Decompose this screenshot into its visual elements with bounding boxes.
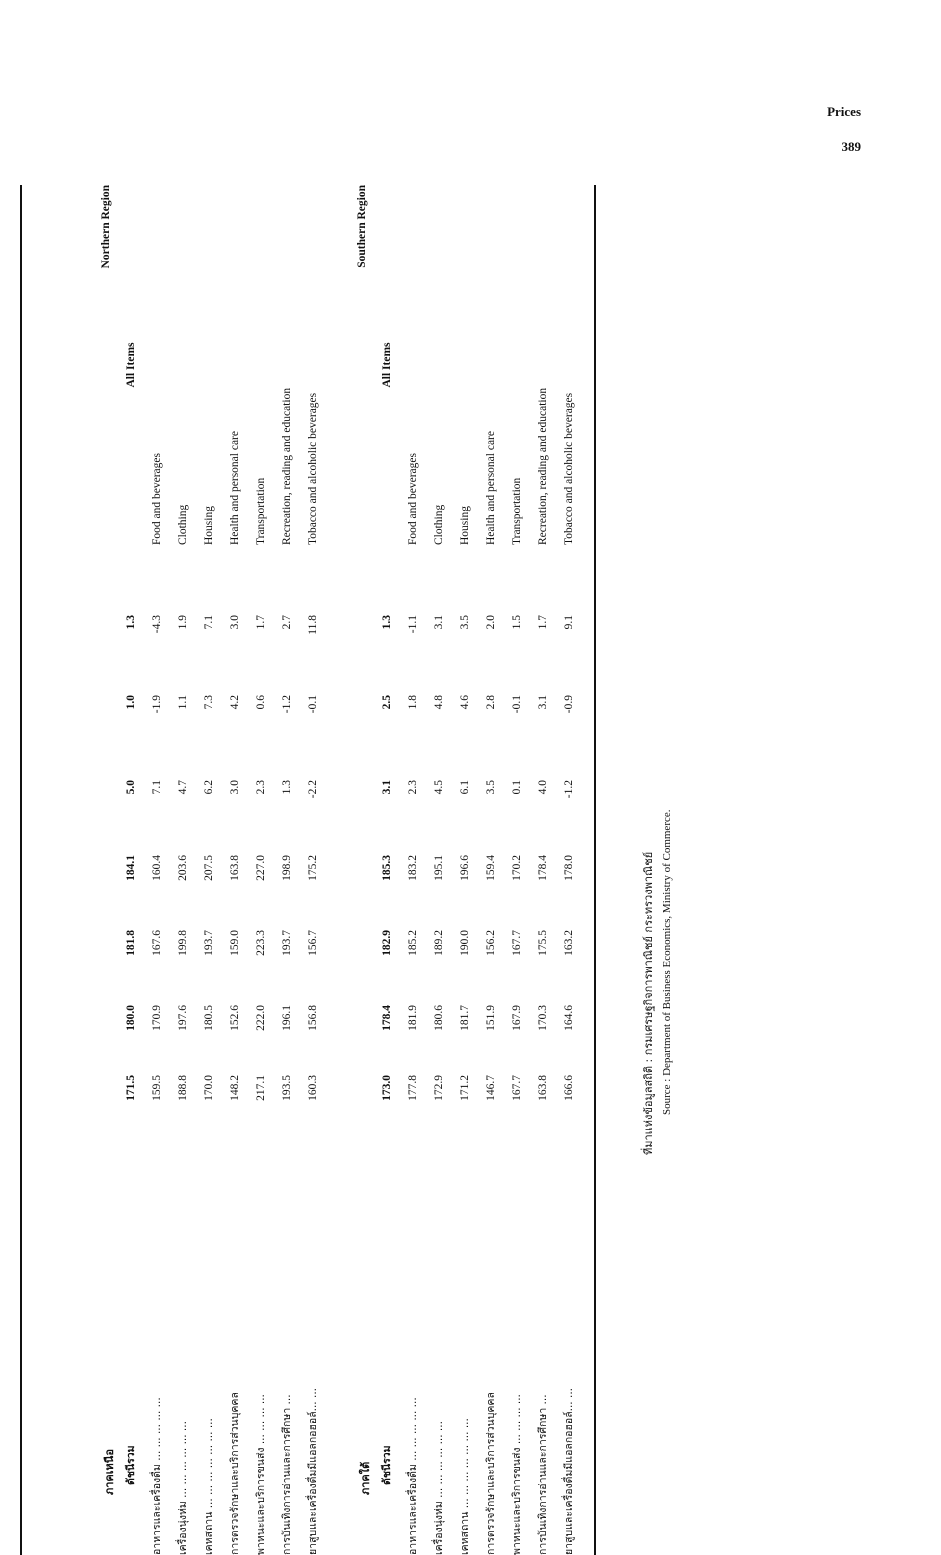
northern-region-thai: ภาคเหนือ [103,1449,116,1495]
row-value: 156.7 [307,930,319,956]
row-value: 160.4 [151,855,163,881]
row-label-eng: All Items [125,342,137,388]
row-value: 2.3 [407,780,419,795]
row-value: 180.6 [433,1005,445,1031]
row-value: 156.2 [485,930,497,956]
row-value: 193.7 [203,930,215,956]
row-value: 222.0 [255,1005,267,1031]
table-row [376,185,398,1555]
row-label-thai: เครื่องนุ่งห่ม ... ... ... ... ... ... [177,1421,189,1555]
row-label-thai: ยาสูบและเครื่องดื่มมีแอลกอฮอล์... ... [563,1388,575,1555]
row-label-thai: การตรวจรักษาและบริการส่วนบุคคล [485,1392,497,1555]
row-value: 184.1 [125,855,137,881]
row-value: 4.7 [177,780,189,795]
row-value: 198.9 [281,855,293,881]
row-value: 11.8 [307,615,319,635]
northern-region-eng: Northern Region [100,185,112,269]
row-value: 163.8 [537,1075,549,1101]
row-value: 159.0 [229,930,241,956]
southern-region-thai: ภาคใต้ [359,1461,372,1495]
row-value: 175.5 [537,930,549,956]
table-row [146,185,168,1555]
row-value: 1.3 [381,615,393,630]
row-value: 167.9 [511,1005,523,1031]
row-value: 173.0 [381,1075,393,1101]
row-value: 171.5 [125,1075,137,1101]
table-row [428,185,450,1555]
row-value: 167.7 [511,1075,523,1101]
row-value: 4.8 [433,695,445,710]
row-value: 4.0 [537,780,549,795]
row-value: 3.0 [229,615,241,630]
row-value: 4.2 [229,695,241,710]
row-value: 195.1 [433,855,445,881]
row-value: 7.1 [151,780,163,795]
row-label-thai: ยาสูบและเครื่องดื่มมีแอลกอฮอล์... ... [307,1388,319,1555]
row-label-thai: เคหสถาน ... ... ... ... ... ... ... [459,1418,471,1555]
row-value: 207.5 [203,855,215,881]
row-label-eng: Recreation, reading and education [281,387,293,545]
row-label-thai: การบันเทิงการอ่านและการศึกษา ... [537,1394,549,1555]
rotated-table [20,185,720,1555]
row-value: 193.7 [281,930,293,956]
southern-region-eng: Southern Region [356,185,368,268]
row-value: -0.9 [563,695,575,714]
row-value: 175.2 [307,855,319,881]
row-label-eng: Health and personal care [485,431,497,545]
row-value: 1.9 [177,615,189,630]
table-row [224,185,246,1555]
row-label-eng: Food and beverages [151,453,163,545]
table-row [250,185,272,1555]
table-row [120,185,142,1555]
row-value: 167.7 [511,930,523,956]
table-row [454,185,476,1555]
page-title: Prices [827,104,861,119]
table-row [302,185,324,1555]
row-label-thai: พาหนะและบริการขนส่ง ... ... ... ... [255,1394,267,1555]
row-value: 189.2 [433,930,445,956]
row-value: 1.7 [255,615,267,630]
row-value: 182.9 [381,930,393,956]
row-label-eng: Clothing [433,504,445,545]
row-value: 151.9 [485,1005,497,1031]
row-value: 185.2 [407,930,419,956]
row-value: 2.8 [485,695,497,710]
row-value: 178.4 [381,1005,393,1031]
row-value: 172.9 [433,1075,445,1101]
row-value: 199.8 [177,930,189,956]
row-value: 146.7 [485,1075,497,1101]
row-value: 2.3 [255,780,267,795]
row-value: 1.7 [537,615,549,630]
row-label-thai: อาหารและเครื่องดื่ม ... ... ... ... ... [407,1397,419,1555]
row-value: 0.6 [255,695,267,710]
table-top-rule [594,185,596,1555]
row-value: 183.2 [407,855,419,881]
row-value: 3.0 [229,780,241,795]
row-label-eng: Health and personal care [229,431,241,545]
row-label-thai: การตรวจรักษาและบริการส่วนบุคคล [229,1392,241,1555]
table-row [198,185,220,1555]
table-bottom-rule [20,185,22,1555]
row-label-eng: Transportation [255,477,267,545]
row-value: 4.5 [433,780,445,795]
row-label-thai: การบันเทิงการอ่านและการศึกษา ... [281,1394,293,1555]
row-value: 0.1 [511,780,523,795]
row-value: 166.6 [563,1075,575,1101]
page-number: 389 [841,139,861,154]
row-value: -1.2 [563,780,575,799]
row-value: 180.5 [203,1005,215,1031]
row-value: -0.1 [307,695,319,714]
row-value: 170.0 [203,1075,215,1101]
source-thai: ที่มาแห่งข้อมูลสถิติ : กรมเศรษฐกิจการพาณิชย์ กระทรวงพาณิชย์ [642,851,655,1155]
row-value: 163.2 [563,930,575,956]
row-value: 181.9 [407,1005,419,1031]
row-label-eng: Recreation, reading and education [537,387,549,545]
row-value: 178.0 [563,855,575,881]
row-value: 193.5 [281,1075,293,1101]
row-value: 1.0 [125,695,137,710]
row-label-eng: All Items [381,342,393,388]
table-row [402,185,424,1555]
row-value: 1.5 [511,615,523,630]
row-value: 190.0 [459,930,471,956]
row-value: 152.6 [229,1005,241,1031]
row-value: 3.5 [485,780,497,795]
row-value: 227.0 [255,855,267,881]
row-label-eng: Transportation [511,477,523,545]
row-value: 6.1 [459,780,471,795]
row-value: 170.3 [537,1005,549,1031]
row-value: 185.3 [381,855,393,881]
row-label-eng: Housing [459,506,471,545]
row-value: 170.9 [151,1005,163,1031]
row-value: 7.3 [203,695,215,710]
table-row [172,185,194,1555]
row-label-eng: Tobacco and alcoholic beverages [307,392,319,545]
row-value: -1.1 [407,615,419,634]
row-value: 3.1 [537,695,549,710]
row-value: 159.5 [151,1075,163,1101]
row-value: 181.7 [459,1005,471,1031]
row-value: 6.2 [203,780,215,795]
row-value: 196.1 [281,1005,293,1031]
row-value: 1.1 [177,695,189,710]
row-value: 3.5 [459,615,471,630]
row-label-thai: พาหนะและบริการขนส่ง ... ... ... ... [511,1394,523,1555]
row-value: 163.8 [229,855,241,881]
row-label-eng: Clothing [177,504,189,545]
row-label-eng: Tobacco and alcoholic beverages [563,392,575,545]
row-value: 5.0 [125,780,137,795]
table-row [480,185,502,1555]
row-value: -4.3 [151,615,163,634]
row-value: 197.6 [177,1005,189,1031]
row-value: 188.8 [177,1075,189,1101]
row-value: -2.2 [307,780,319,799]
row-value: 223.3 [255,930,267,956]
row-value: 9.1 [563,615,575,630]
row-label-thai: เคหสถาน ... ... ... ... ... ... ... [203,1418,215,1555]
source-note [640,810,676,1156]
row-value: 7.1 [203,615,215,630]
row-value: 164.6 [563,1005,575,1031]
row-value: 170.2 [511,855,523,881]
row-value: 203.6 [177,855,189,881]
row-value: 148.2 [229,1075,241,1101]
table-row [558,185,580,1555]
row-value: 2.7 [281,615,293,630]
row-value: 159.4 [485,855,497,881]
row-value: 177.8 [407,1075,419,1101]
row-label-thai: อาหารและเครื่องดื่ม ... ... ... ... ... [151,1397,163,1555]
row-value: 156.8 [307,1005,319,1031]
row-value: 1.3 [125,615,137,630]
row-value: 180.0 [125,1005,137,1031]
row-value: -0.1 [511,695,523,714]
row-label-thai: เครื่องนุ่งห่ม ... ... ... ... ... ... [433,1421,445,1555]
row-value: 160.3 [307,1075,319,1101]
row-value: 2.0 [485,615,497,630]
row-label-eng: Food and beverages [407,453,419,545]
row-value: 167.6 [151,930,163,956]
row-value: 2.5 [381,695,393,710]
row-value: 178.4 [537,855,549,881]
table-row [276,185,298,1555]
row-label-thai: ดัชนีรวม [381,1445,393,1485]
row-value: 3.1 [381,780,393,795]
row-value: 217.1 [255,1075,267,1101]
row-value: 3.1 [433,615,445,630]
row-label-thai: ดัชนีรวม [125,1445,137,1485]
row-value: -1.2 [281,695,293,714]
row-label-eng: Housing [203,506,215,545]
row-value: 1.3 [281,780,293,795]
table-row [506,185,528,1555]
row-value: 1.8 [407,695,419,710]
source-eng: Source : Department of Business Economics, Ministry of Commerce. [661,809,673,1115]
table-row [532,185,554,1555]
row-value: 181.8 [125,930,137,956]
row-value: 171.2 [459,1075,471,1101]
row-value: 196.6 [459,855,471,881]
row-value: 4.6 [459,695,471,710]
row-value: -1.9 [151,695,163,714]
